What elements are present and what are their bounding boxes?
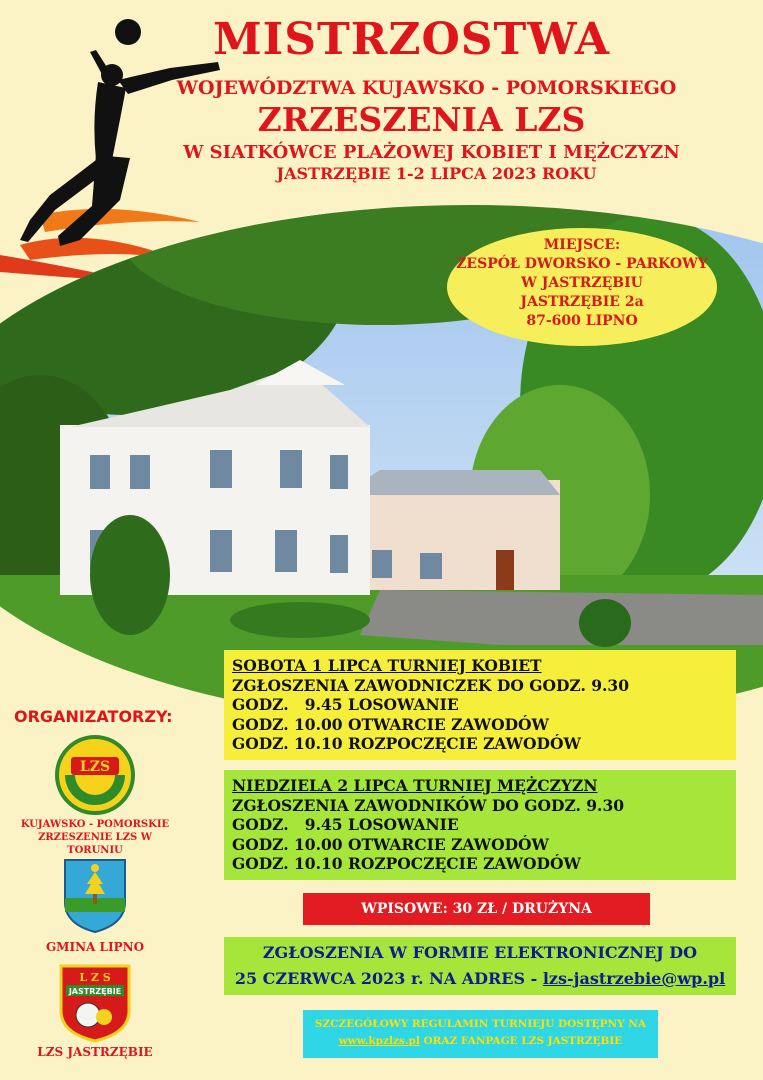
venue-address: JASTRZĘBIE 2a [520,294,644,310]
rules-info [303,1010,658,1058]
lzs-jastrzebie-crest-icon [58,963,132,1043]
registration-info [224,937,736,995]
gmina-lipno-crest-icon [63,858,127,934]
saturday-header: SOBOTA 1 LIPCA TURNIEJ KOBIET [232,656,542,675]
subtitle-region: WOJEWÓDZTWA KUJAWSKO - POMORSKIEGO [176,77,677,99]
org1-line2: ZRZESZENIE LZS W TORUNIU [38,832,152,856]
venue-postcode: 87-600 LIPNO [526,313,638,329]
organizers-title: ORGANIZATORZY: [14,707,173,726]
title-mistrzostwa: MISTRZOSTWA [212,14,611,65]
saturday-line: ZGŁOSZENIA ZAWODNICZEK DO GODZ. 9.30 [232,675,629,695]
venue-label: MIEJSCE: [543,237,621,253]
sunday-line: GODZ. 10.10 ROZPOCZĘCIE ZAWODÓW [232,854,581,873]
rules-website-link[interactable]: www.kpzlzs.pl [338,1035,420,1047]
saturday-schedule [224,650,736,760]
org2-caption: GMINA LIPNO [45,940,145,954]
venue-info [447,228,717,346]
registration-deadline: 25 CZERWCA 2023 r. NA ADRES - [234,969,543,988]
registration-line: ZGŁOSZENIA W FORMIE ELEKTRONICZNEJ DO [262,943,698,962]
title-lzs: ZRZESZENIA LZS [257,100,586,139]
rules-line: SZCZEGÓŁOWY REGULAMIN TURNIEJU DOSTĘPNY NA [314,1018,647,1030]
registration-line-2 [224,966,736,992]
sunday-header: NIEDZIELA 2 LIPCA TURNIEJ MĘŻCZYZN [232,776,598,795]
org1-caption [10,818,180,857]
sunday-line: GODZ. 10.00 OTWARCIE ZAWODÓW [232,834,549,854]
saturday-line: GODZ. 10.00 OTWARCIE ZAWODÓW [232,714,549,734]
crest-town-text: JASTRZĘBIE [68,987,122,996]
entry-fee: WPISOWE: 30 ZŁ / DRUŻYNA [303,893,650,925]
crest-lzs-text: L Z S [79,971,111,984]
org1-line1: KUJAWSKO - POMORSKIE [20,819,170,830]
rules-fanpage: ORAZ FANPAGE LZS JASTRZĘBIE [419,1035,623,1047]
saturday-line: GODZ. 9.45 LOSOWANIE [232,695,459,714]
venue-name: ZESPÓŁ DWORSKO - PARKOWY [456,256,708,272]
lzs-logo-text: LZS [79,759,111,775]
subtitle-discipline: W SIATKÓWCE PLAŻOWEJ KOBIET I MĘŻCZYZN [183,142,680,163]
sunday-schedule [224,770,736,880]
sunday-line: ZGŁOSZENIA ZAWODNIKÓW DO GODZ. 9.30 [232,795,625,815]
registration-email-link[interactable]: lzs-jastrzebie@wp.pl [542,969,726,988]
org3-caption: LZS JASTRZĘBIE [37,1045,153,1059]
sunday-line: GODZ. 9.45 LOSOWANIE [232,815,459,834]
rules-line-2 [303,1033,658,1050]
event-date: JASTRZĘBIE 1-2 LIPCA 2023 ROKU [276,164,597,183]
saturday-line: GODZ. 10.10 ROZPOCZĘCIE ZAWODÓW [232,734,581,753]
venue-locality: W JASTRZĘBIU [521,275,643,291]
lzs-logo-icon [55,735,135,815]
